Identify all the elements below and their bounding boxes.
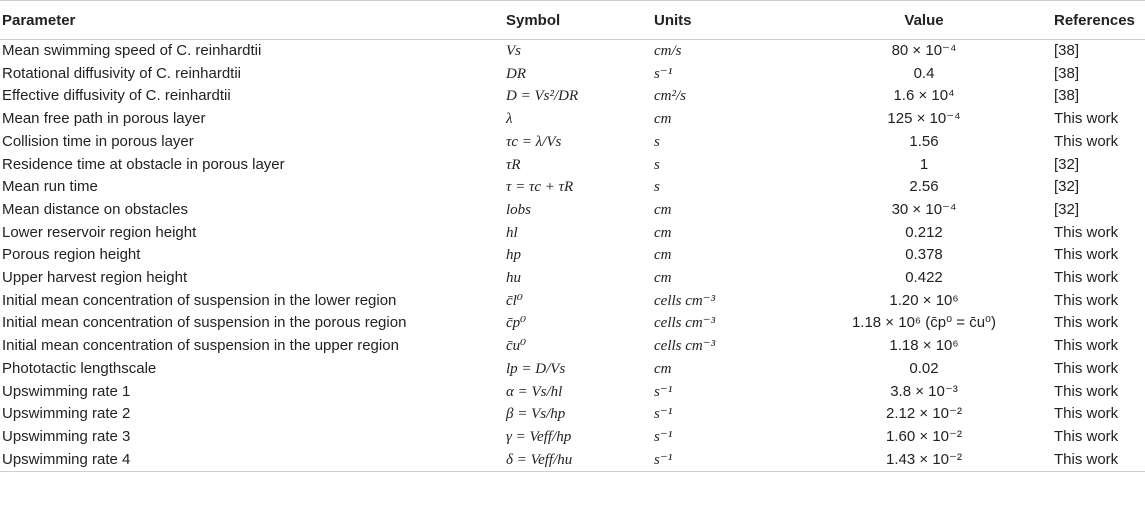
cell-units: cm <box>654 201 672 218</box>
cell-units: s⁻¹ <box>654 449 794 472</box>
cell-value: 0.212 <box>905 223 943 241</box>
cell-value: 80 × 10⁻⁴ <box>891 42 957 59</box>
cell-value: 0.4 <box>913 64 935 82</box>
cell-symbol: τ = τc + τR <box>506 179 574 196</box>
cell-value: 1.60 × 10⁻² <box>886 427 962 445</box>
cell-symbol: c̄l⁰ <box>506 292 523 309</box>
cell-reference: This work <box>1054 291 1119 309</box>
cell-value: 1.20 × 10⁶ <box>889 291 959 309</box>
cell-reference: This work <box>1054 223 1119 241</box>
cell-units: s⁻¹ <box>654 406 673 423</box>
table-row <box>0 222 1145 245</box>
table-row <box>0 85 1145 108</box>
cell-units: cm <box>654 111 672 128</box>
header-value: Value <box>794 1 1054 40</box>
cell-units: s <box>654 179 660 196</box>
cell-parameter: Mean swimming speed of C. reinhardtii <box>2 42 262 59</box>
header-parameter: Parameter <box>0 1 506 40</box>
cell-symbol: lobs <box>506 201 532 218</box>
cell-symbol: δ = Veff/hu <box>506 449 654 472</box>
cell-reference: This work <box>1054 359 1119 377</box>
cell-symbol: γ = Veff/hp <box>506 428 572 445</box>
cell-reference: This work <box>1054 246 1119 264</box>
cell-parameter: Rotational diffusivity of C. reinhardtii <box>2 64 242 82</box>
cell-units: s⁻¹ <box>654 383 673 400</box>
cell-value: 30 × 10⁻⁴ <box>891 200 957 218</box>
cell-parameter: Initial mean concentration of suspension in the lower region <box>2 291 397 309</box>
table-row <box>0 449 1145 472</box>
table-row <box>0 426 1145 449</box>
cell-symbol: λ <box>506 111 513 128</box>
cell-symbol: α = Vs/hl <box>506 383 563 400</box>
table-row <box>0 154 1145 177</box>
cell-symbol: hl <box>506 224 518 241</box>
cell-symbol: c̄p⁰ <box>506 315 527 332</box>
table-row <box>0 403 1145 426</box>
cell-reference: [38] <box>1054 64 1080 82</box>
cell-reference: [32] <box>1054 178 1080 196</box>
table-header-row <box>0 1 1145 40</box>
cell-units: cells cm⁻³ <box>654 338 716 355</box>
cell-reference: This work <box>1054 337 1119 355</box>
cell-value: 1.18 × 10⁶ (c̄p⁰ = c̄u⁰) <box>851 314 997 332</box>
cell-value: 0.378 <box>905 246 943 264</box>
header-symbol: Symbol <box>506 1 654 40</box>
table-row <box>0 63 1145 86</box>
cell-value: 0.422 <box>905 269 943 287</box>
cell-parameter: Upswimming rate 4 <box>0 449 506 472</box>
cell-symbol: τc = λ/Vs <box>506 133 562 150</box>
cell-reference: [38] <box>1054 42 1080 59</box>
cell-units: s⁻¹ <box>654 428 673 445</box>
cell-units: s⁻¹ <box>654 65 673 82</box>
cell-parameter: Collision time in porous layer <box>2 132 194 150</box>
table-body <box>0 40 1145 472</box>
cell-units: s <box>654 156 660 173</box>
cell-parameter: Mean run time <box>2 178 98 196</box>
cell-units: cm/s <box>654 43 682 59</box>
cell-units: cm <box>654 360 672 377</box>
cell-symbol: D = Vs²/DR <box>506 88 579 105</box>
cell-reference: This work <box>1054 449 1145 472</box>
cell-reference: This work <box>1054 314 1119 332</box>
cell-parameter: Upswimming rate 3 <box>2 427 131 445</box>
cell-units: cells cm⁻³ <box>654 292 716 309</box>
cell-parameter: Upswimming rate 1 <box>2 382 131 400</box>
cell-units: cm <box>654 247 672 264</box>
cell-symbol: β = Vs/hp <box>506 406 566 423</box>
table-row <box>0 335 1145 358</box>
cell-reference: [38] <box>1054 87 1080 105</box>
cell-value: 3.8 × 10⁻³ <box>890 382 958 400</box>
cell-reference: This work <box>1054 132 1119 150</box>
table-row <box>0 199 1145 222</box>
cell-units: cells cm⁻³ <box>654 315 716 332</box>
cell-symbol: Vs <box>506 43 521 59</box>
cell-units: cm²/s <box>654 88 686 105</box>
cell-reference: This work <box>1054 427 1119 445</box>
cell-value: 1.56 <box>909 132 939 150</box>
cell-units: cm <box>654 270 672 287</box>
table-row <box>0 244 1145 267</box>
table-row <box>0 267 1145 290</box>
cell-reference: [32] <box>1054 155 1080 173</box>
cell-reference: This work <box>1054 405 1119 423</box>
cell-value: 1.6 × 10⁴ <box>893 87 955 105</box>
cell-value: 125 × 10⁻⁴ <box>887 110 961 128</box>
cell-parameter: Mean distance on obstacles <box>2 200 188 218</box>
table-row <box>0 290 1145 313</box>
cell-parameter: Upswimming rate 2 <box>2 405 131 423</box>
cell-value: 2.56 <box>909 178 939 196</box>
cell-value: 1.43 × 10⁻² <box>794 449 1054 472</box>
cell-parameter: Phototactic lengthscale <box>2 359 157 377</box>
table-row <box>0 40 1145 63</box>
cell-parameter: Effective diffusivity of C. reinhardtii <box>2 87 231 105</box>
table-row <box>0 358 1145 381</box>
cell-value: 1.18 × 10⁶ <box>889 337 959 355</box>
cell-parameter: Initial mean concentration of suspension in the upper region <box>2 337 399 355</box>
cell-symbol: c̄u⁰ <box>506 338 527 355</box>
cell-value: 2.12 × 10⁻² <box>886 405 962 423</box>
cell-units: s <box>654 133 660 150</box>
cell-value: 0.02 <box>909 359 939 377</box>
cell-parameter: Upper harvest region height <box>2 269 188 287</box>
cell-parameter: Mean free path in porous layer <box>2 110 206 128</box>
cell-symbol: lp = D/Vs <box>506 360 566 377</box>
cell-units: cm <box>654 224 672 241</box>
header-references: References <box>1054 1 1145 40</box>
table-row <box>0 312 1145 335</box>
table-row <box>0 176 1145 199</box>
cell-value: 1 <box>919 155 929 173</box>
table-row <box>0 381 1145 404</box>
header-units: Units <box>654 1 794 40</box>
cell-parameter: Initial mean concentration of suspension in the porous region <box>2 314 407 332</box>
cell-parameter: Residence time at obstacle in porous layer <box>2 155 285 173</box>
cell-symbol: DR <box>506 65 526 82</box>
cell-symbol: hu <box>506 270 521 287</box>
cell-reference: This work <box>1054 110 1119 128</box>
cell-parameter: Lower reservoir region height <box>2 223 197 241</box>
cell-reference: This work <box>1054 269 1119 287</box>
cell-reference: [32] <box>1054 200 1080 218</box>
table-row <box>0 108 1145 131</box>
cell-symbol: τR <box>506 156 521 173</box>
cell-symbol: hp <box>506 247 521 264</box>
cell-parameter: Porous region height <box>2 246 141 264</box>
cell-reference: This work <box>1054 382 1119 400</box>
table-row <box>0 131 1145 154</box>
